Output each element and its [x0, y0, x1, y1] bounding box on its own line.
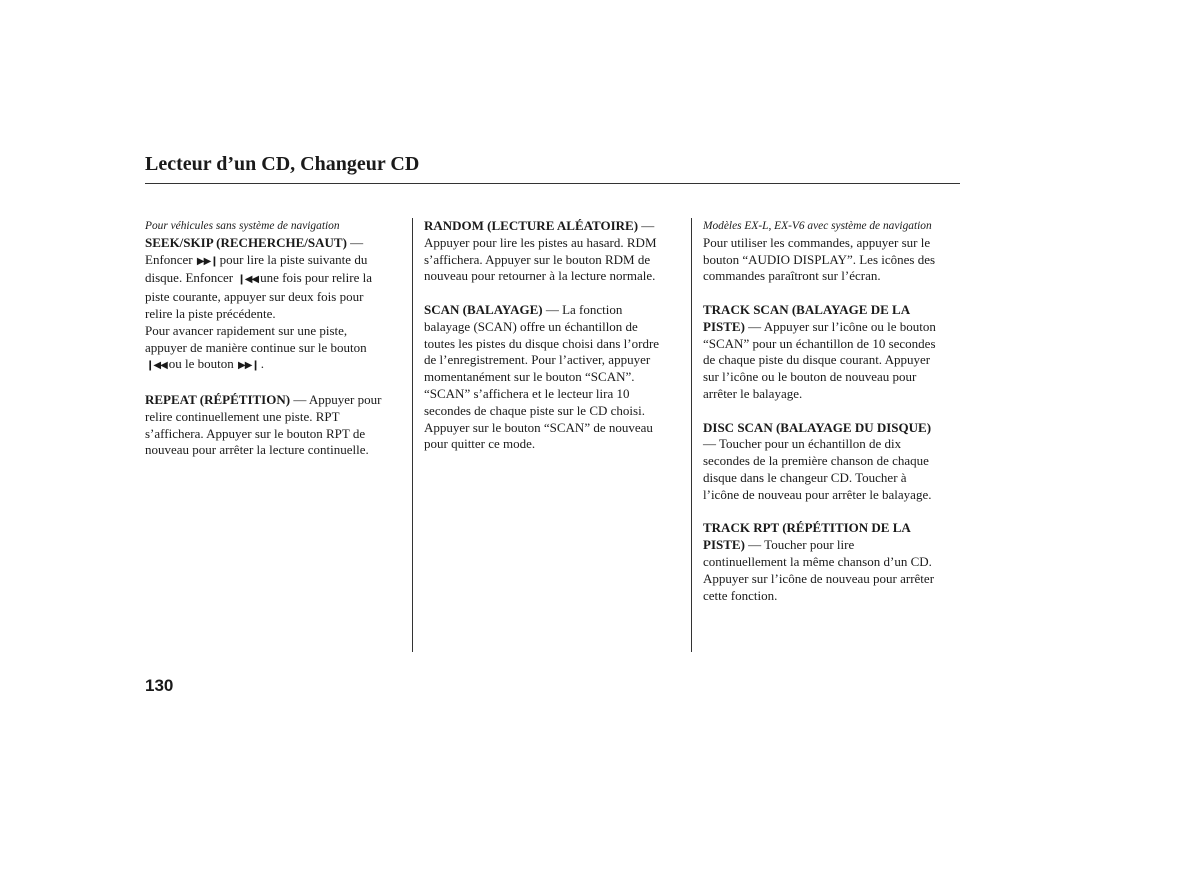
text-line: nouveau pour arrêter la lecture continuelle. [145, 442, 369, 458]
col3-note: Modèles EX-L, EX-V6 avec système de navigation [703, 220, 932, 232]
text-line [145, 270, 407, 289]
column-3 [703, 218, 963, 604]
disc-scan-heading: DISC SCAN (BALAYAGE DU DISQUE) [703, 419, 932, 435]
repeat-heading: REPEAT (RÉPÉTITION) [145, 391, 291, 407]
track-rpt-heading: TRACK RPT (RÉPÉTITION DE LA [703, 520, 911, 536]
text-segment: Enfoncer [145, 251, 193, 267]
text-line: relire la piste précédente. [145, 305, 276, 321]
text-segment: disque. Enfoncer [145, 270, 234, 286]
dash: — [703, 436, 716, 452]
column-2 [424, 218, 686, 453]
text-segment: Appuyer sur l’icône ou le bouton [763, 318, 936, 334]
text-segment: ou le bouton [168, 356, 234, 372]
text-line: sur l’icône ou le bouton de nouveau pour [703, 369, 917, 385]
text-line: appuyer de manière continue sur le bouton [145, 339, 367, 355]
seek-skip-heading-line [145, 235, 407, 252]
text-line: momentanément sur le bouton “SCAN”. [424, 369, 635, 385]
text-segment: Toucher pour un échantillon de dix [719, 436, 902, 452]
track-scan-heading-cont: PISTE) [703, 318, 745, 334]
column-divider-1 [412, 218, 413, 652]
text-line [145, 356, 407, 375]
random-heading-line [424, 218, 686, 235]
dash: — [748, 318, 762, 334]
page-title: Lecteur d’un CD, Changeur CD [145, 153, 420, 175]
text-line: secondes de chaque piste sur le CD choisi. [424, 402, 645, 418]
text-line: s’affichera. Appuyer sur le bouton RDM de [424, 251, 651, 267]
text-line: s’affichera. Appuyer sur le bouton RPT de [145, 425, 366, 441]
text-line: “SCAN” pour un échantillon de 10 secondes [703, 335, 936, 351]
text-line: piste courante, appuyer sur deux fois pour [145, 289, 364, 305]
text-line: secondes de la première chanson de chaque [703, 453, 929, 469]
text-line: pour quitter ce mode. [424, 436, 536, 452]
text-line: Pour utiliser les commandes, appuyer sur le [703, 234, 931, 250]
text-line: commandes paraîtront sur l’écran. [703, 268, 881, 284]
dash: — [545, 301, 559, 317]
text-line [703, 319, 963, 336]
text-line: arrêter le balayage. [703, 385, 803, 401]
text-line: cette fonction. [703, 587, 778, 603]
text-line: toutes les pistes du disque choisi dans l’ordre [424, 335, 660, 351]
text-line: Appuyer sur l’icône de nouveau pour arrêter [703, 570, 935, 586]
text-segment: une fois pour relire la [260, 270, 373, 286]
seek-skip-heading: SEEK/SKIP (RECHERCHE/SAUT) [145, 234, 347, 250]
random-heading: RANDOM (LECTURE ALÉATOIRE) [424, 218, 639, 233]
text-line [703, 436, 963, 453]
scan-heading-line [424, 302, 686, 319]
text-line [703, 537, 963, 554]
text-line: nouveau pour retourner à la lecture normale. [424, 268, 656, 284]
text-segment: La fonction [562, 301, 623, 317]
dash: — [293, 391, 307, 407]
text-line: de l’enregistrement. Pour l’activer, appuyer [424, 352, 651, 368]
text-line: disque dans le changeur CD. Toucher à [703, 469, 907, 485]
text-segment: Appuyer pour [308, 391, 382, 407]
repeat-heading-line [145, 392, 407, 409]
text-line: bouton “AUDIO DISPLAY”. Les icônes des [703, 251, 936, 267]
text-segment: . [260, 356, 265, 372]
text-line: relire continuellement une piste. RPT [145, 408, 340, 424]
text-line: Appuyer pour lire les pistes au hasard. RDM [424, 234, 657, 250]
dash: — [748, 537, 762, 553]
text-line: Pour avancer rapidement sur une piste, [145, 322, 348, 338]
skip-back-icon: ❙◀◀ [237, 274, 259, 286]
text-segment: pour lire la piste suivante du [219, 251, 368, 267]
text-line: continuellement la même chanson d’un CD. [703, 553, 932, 569]
title-rule [145, 183, 960, 184]
skip-forward-icon: ▶▶❙ [196, 255, 218, 267]
dash: — [641, 218, 655, 233]
text-line: “SCAN” s’affichera et le lecteur lira 10 [424, 385, 630, 401]
skip-back-icon: ❙◀◀ [146, 360, 167, 372]
column-divider-2 [691, 218, 692, 652]
track-scan-heading: TRACK SCAN (BALAYAGE DE LA [703, 301, 911, 317]
text-segment: Toucher pour lire [764, 537, 855, 553]
text-line [145, 252, 407, 271]
skip-forward-icon: ▶▶❙ [238, 360, 259, 372]
text-line: Appuyer sur le bouton “SCAN” de nouveau [424, 419, 653, 435]
text-line: l’icône de nouveau pour arrêter le balayage. [703, 486, 932, 502]
dash: — [350, 234, 364, 250]
column-1 [145, 218, 407, 459]
scan-heading: SCAN (BALAYAGE) [424, 301, 543, 317]
text-line: balayage (SCAN) offre un échantillon de [424, 318, 638, 334]
text-line: de chaque piste du disque courant. Appuyer [703, 352, 931, 368]
track-rpt-heading-cont: PISTE) [703, 537, 745, 553]
col1-note: Pour véhicules sans système de navigation [145, 220, 340, 232]
page-number: 130 [145, 676, 174, 695]
